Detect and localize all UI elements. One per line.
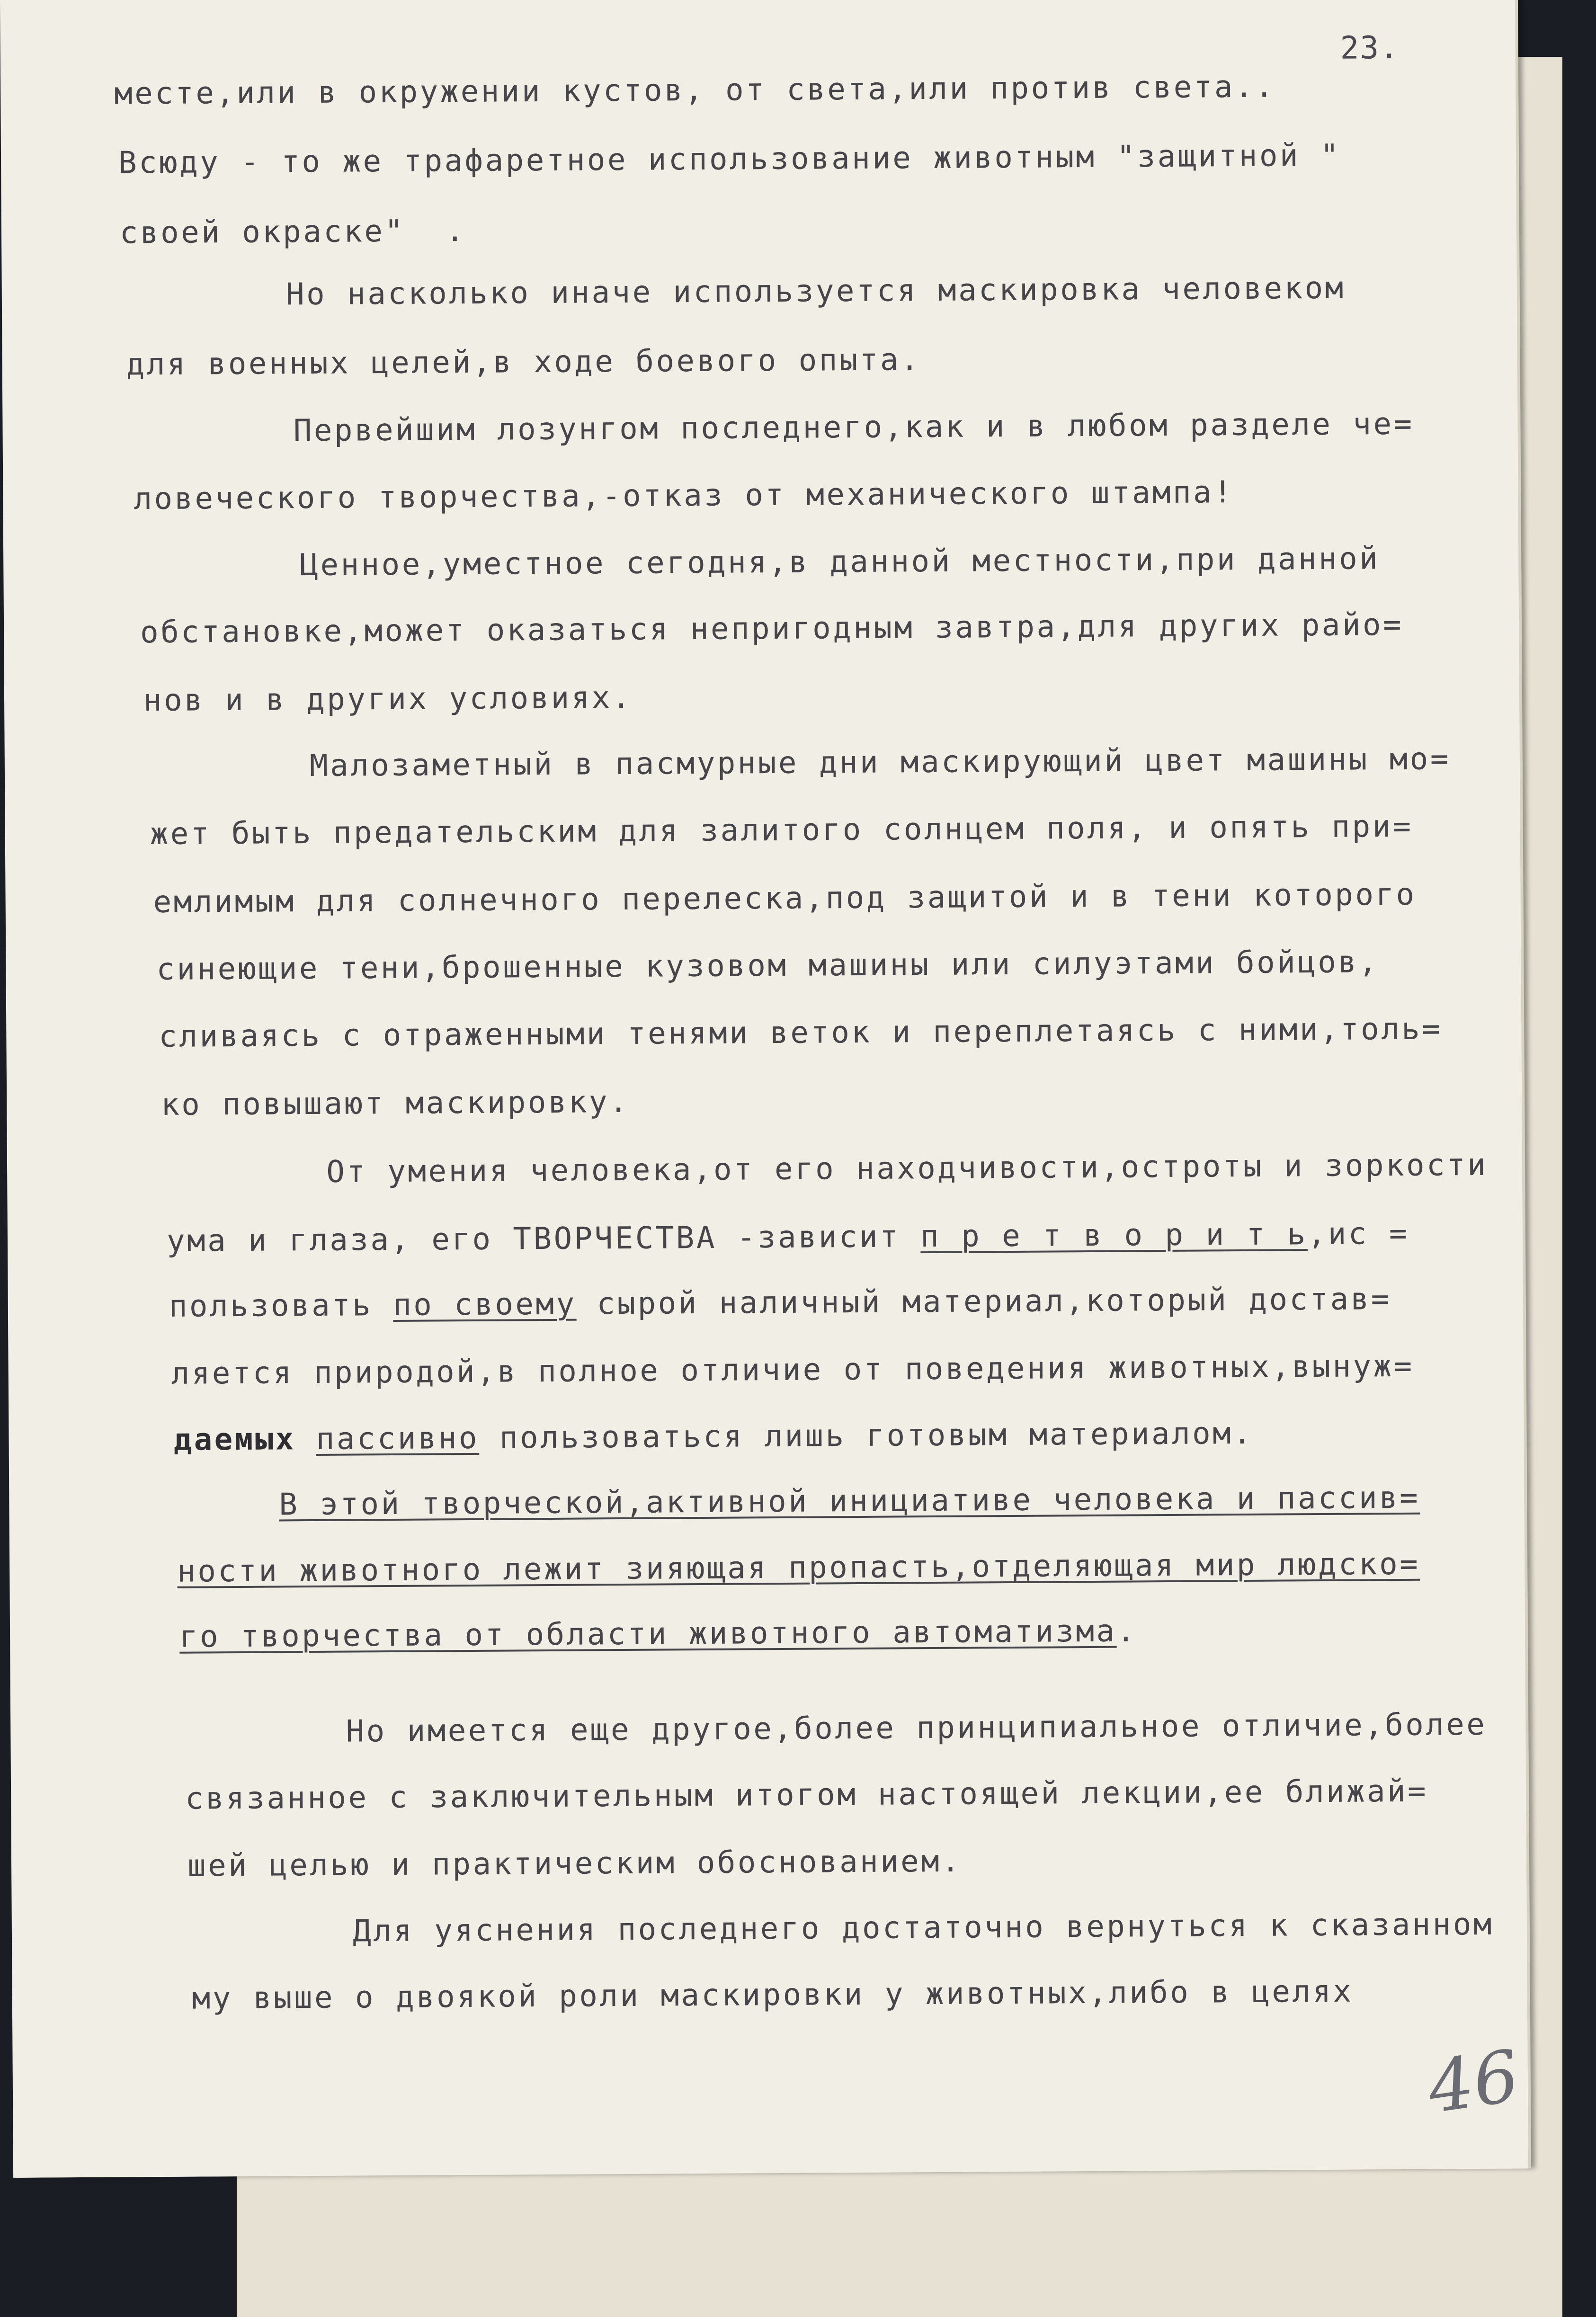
text-line: Для уяснения последнего достаточно вернуться к сказанном — [189, 1907, 1494, 1950]
text-line: сливаясь с отраженными тенями веток и переплетаясь с ними,толь= — [159, 1011, 1443, 1054]
bold-word: даемых — [173, 1422, 296, 1458]
page-number: 23. — [1340, 29, 1400, 66]
text-line: ляется природой,в полное отличие от поведения животных,вынуж= — [171, 1348, 1414, 1391]
text-segment: пользоваться лишь готовым материалом. — [479, 1416, 1254, 1456]
text-segment: . — [1116, 1613, 1137, 1649]
text-line: Малозаметный в пасмурные дни маскирующий цвет машины мо= — [146, 741, 1451, 785]
text-line: Но имеется еще другое,более принципиальное отличие,более — [183, 1707, 1487, 1750]
text-line: Ценное,уместное сегодня,в данной местности,при данной — [137, 541, 1380, 584]
text-segment: пользовать — [169, 1288, 373, 1324]
text-line: нов и в других условиях. — [143, 680, 633, 719]
underlined-word: по своему — [392, 1286, 577, 1323]
text-line: синеющие тени,брошенные кузовом машины или силуэтами бойцов, — [156, 945, 1379, 988]
text-line: связанное с заключительным итогом настоящей лекции,ее ближай= — [185, 1773, 1428, 1817]
text-line — [166, 1216, 1410, 1259]
text-line: емлимым для солнечного перелеска,под защитой и в тени которого — [153, 877, 1417, 920]
text-line — [179, 1613, 1137, 1655]
text-line — [173, 1416, 1254, 1458]
underlined-segment: го творчества от области животного автоматизма — [179, 1613, 1117, 1655]
text-line: Но насколько иначе используется маскировка человеком — [123, 270, 1346, 313]
text-line: шей целью и практическим обоснованием. — [187, 1844, 962, 1884]
underlined-line: ности животного лежит зияющая пропасть,отделяющая мир людско= — [177, 1546, 1420, 1589]
text-line: ловеческого творчества,-отказ от механического штампа! — [134, 475, 1234, 517]
text-line: От умения человека,от его находчивости,остроты и зоркости — [163, 1147, 1488, 1191]
text-segment: ,ис = — [1307, 1216, 1410, 1252]
underlined-line: В этой творческой,активной инициативе человека и пассив= — [279, 1480, 1420, 1523]
text-line: Всюду - то же трафаретное использование животным "защитной " — [118, 138, 1341, 181]
text-line: месте,или в окружении кустов, от света,или против света.. — [114, 69, 1276, 112]
text-segment: сырой наличный материал,который достав= — [576, 1282, 1391, 1322]
text-line: жет быть предательским для залитого солнцем поля, и опять при= — [150, 809, 1413, 852]
text-segment: ума и глаза, его ТВОРЧЕСТВА -зависит — [166, 1219, 901, 1259]
text-line: обстановке,может оказаться непригодным завтра,для других райо= — [140, 607, 1404, 651]
underlined-word: пассивно — [316, 1420, 480, 1457]
text-line: своей окраске" . — [119, 213, 466, 251]
text-line: му выше о двоякой роли маскировки у животных,либо в целях — [192, 1974, 1354, 2016]
text-line: ко повышают маскировку. — [161, 1084, 630, 1123]
text-line: для военных целей,в ходе боевого опыта. — [126, 342, 921, 383]
handwritten-sheet-number: 46 — [1423, 2035, 1525, 2130]
underlined-word: п р е т в о р и т ь — [920, 1217, 1308, 1255]
text-line — [169, 1284, 1391, 1322]
text-line: Первейшим лозунгом последнего,как и в любом разделе че= — [130, 406, 1414, 450]
